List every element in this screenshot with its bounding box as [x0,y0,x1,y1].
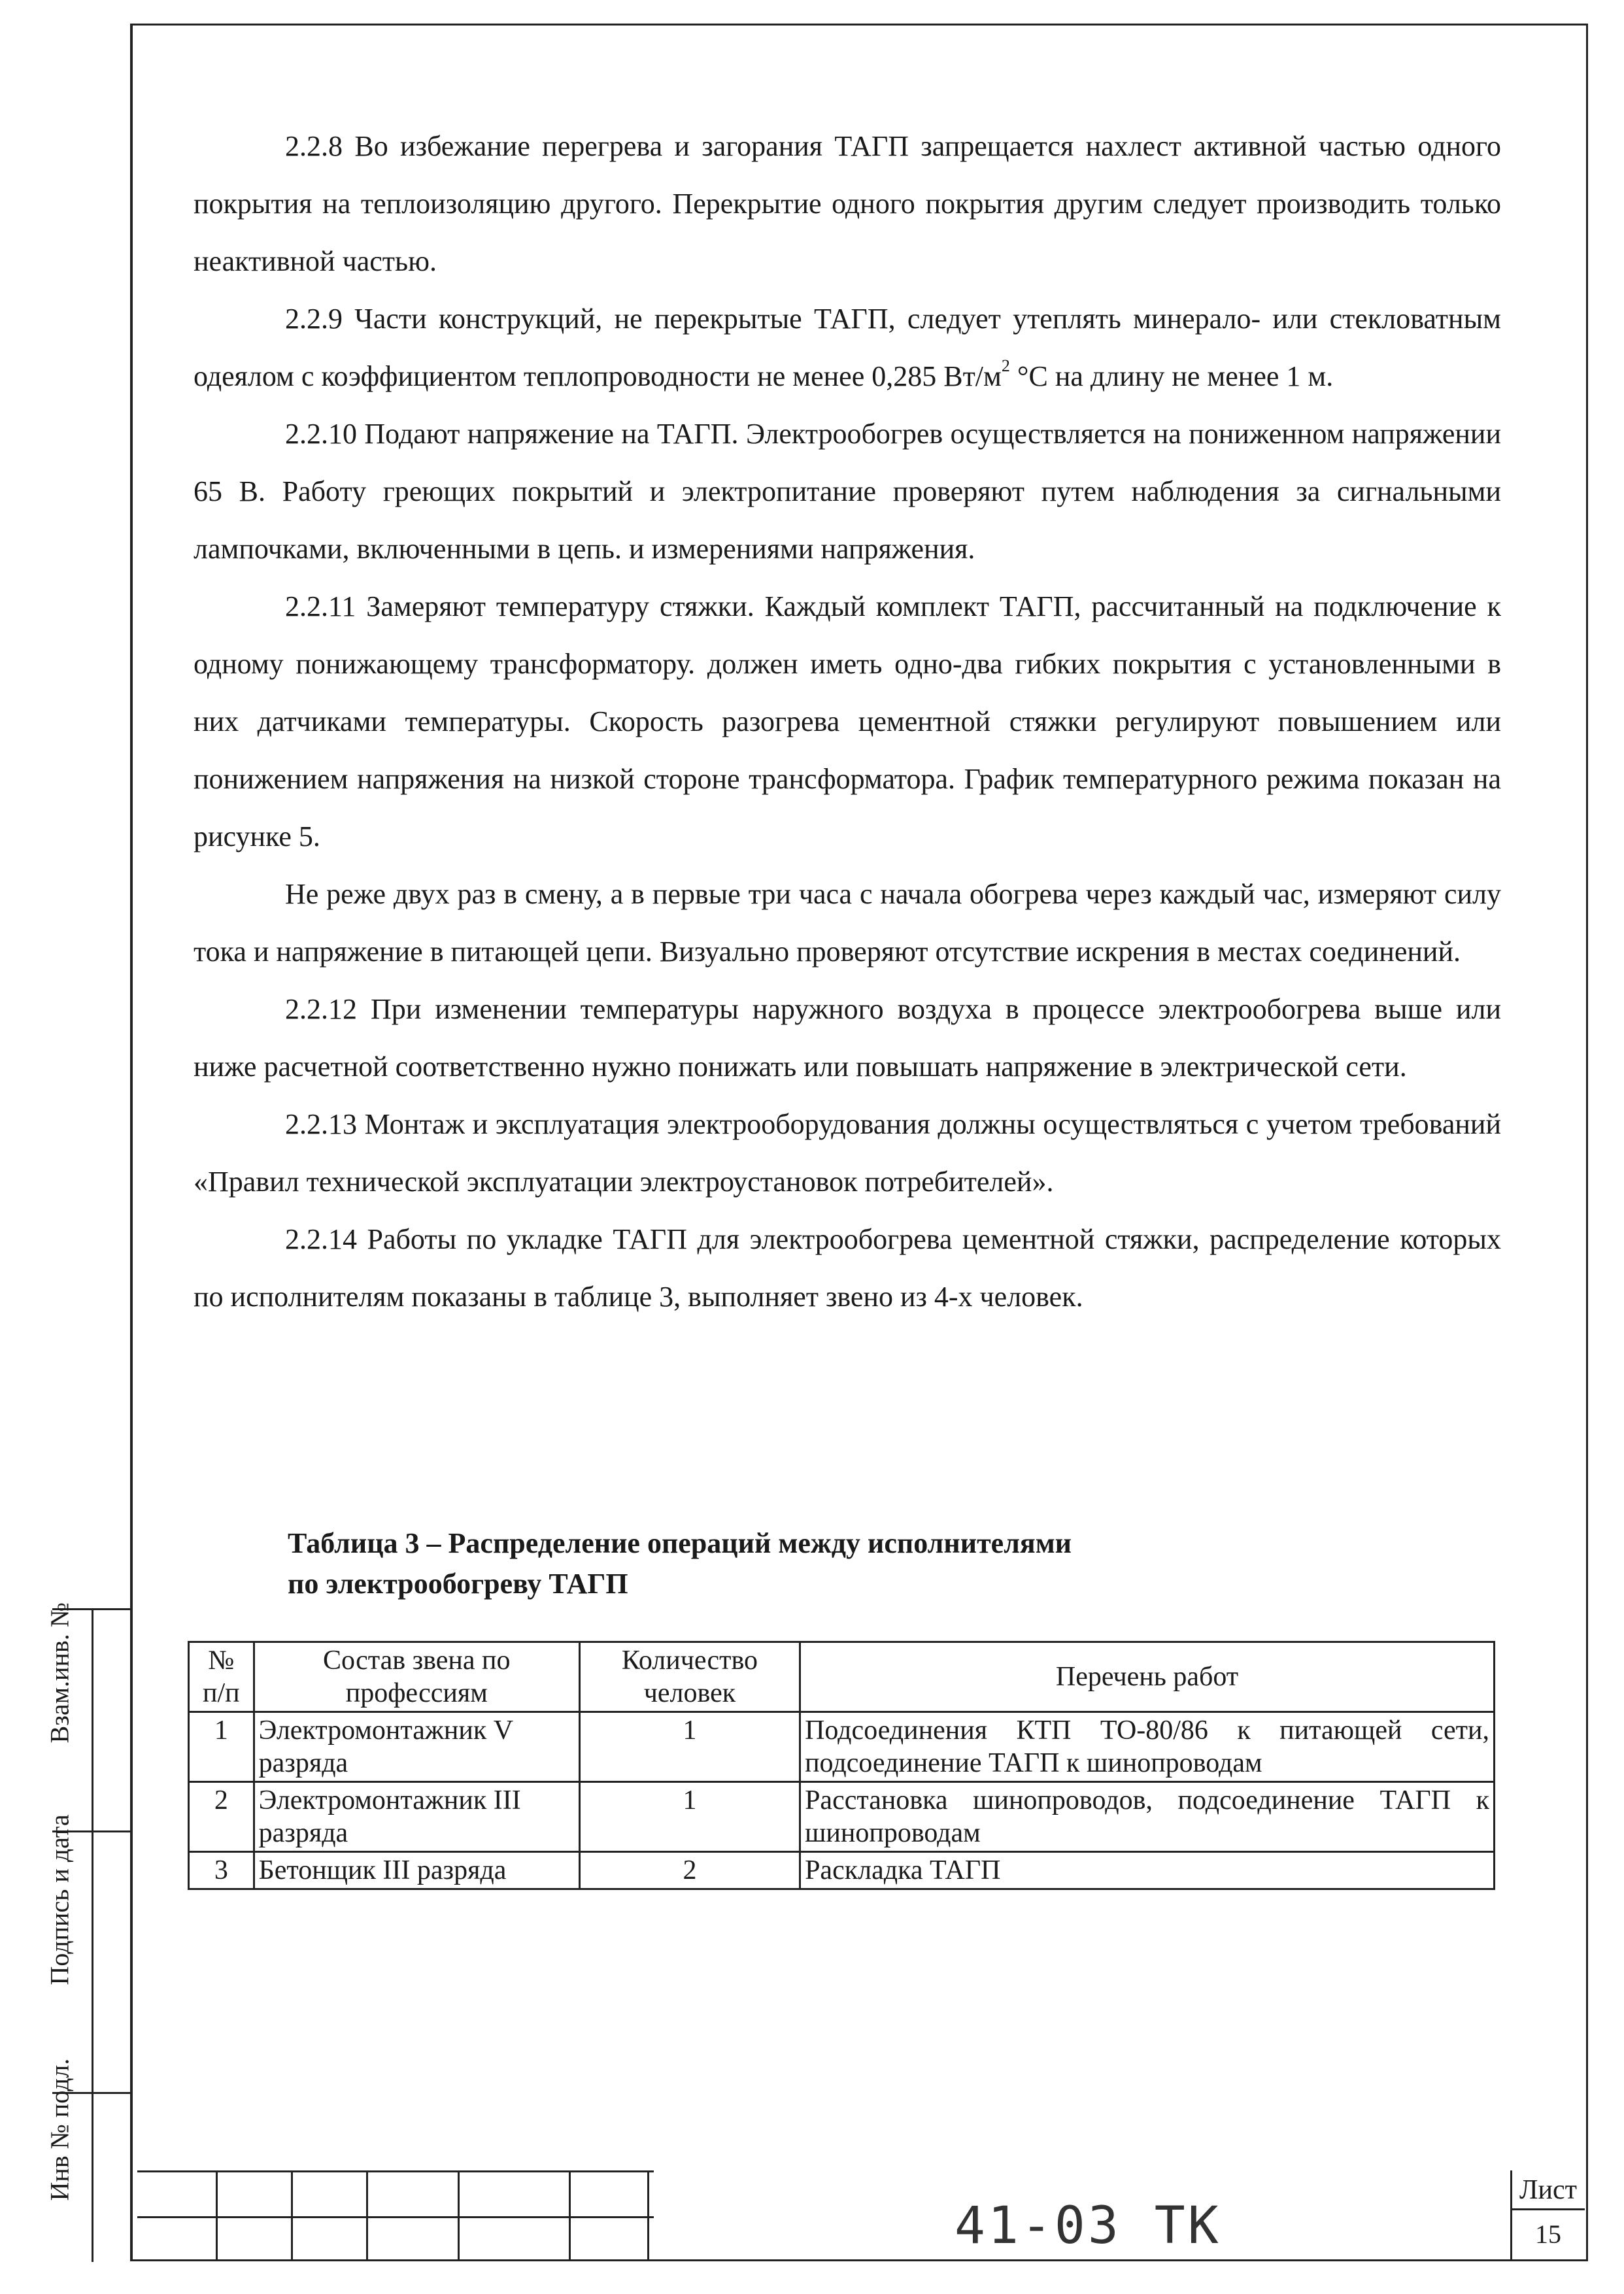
side-stamp-column [92,1608,134,2262]
table-caption [288,1523,1334,1604]
table-caption-line: по электрообогреву ТАГП [288,1568,628,1600]
table-cell: Расстановка шинопроводов, подсоединение ТАГП к шинопроводам [800,1782,1495,1852]
stamp-grid-line [291,2170,293,2259]
paragraph-2-2-14 [194,1211,1501,1326]
table-row [189,1712,1495,1782]
paragraph-2-2-9 [194,290,1501,405]
paragraph-2-2-12 [194,981,1501,1096]
paragraph-text: 2.2.12 При изменении температуры наружного воздуха в процессе электрообогрева выше или ниже расчетной соответственно нужно понижать или повышать напряжение в электрической сети. [194,993,1501,1083]
stamp-grid-line [458,2170,460,2259]
stamp-grid-line [366,2170,368,2259]
table-cell: Раскладка ТАГП [800,1852,1495,1889]
side-label-replace-inv: Взам.инв. № [44,1602,75,1744]
table-cell: 2 [579,1852,800,1889]
superscript: 2 [1001,356,1010,376]
paragraph-2-2-10 [194,405,1501,578]
stamp-grid-line [569,2170,571,2259]
paragraph-2-2-8 [194,118,1501,290]
paragraph-text: Не реже двух раз в смену, а в первые три часа с начала обогрева через каждый час, измеряют силу тока и напряжение в питающей цепи. Визуально проверяют отсутствие искрения в местах соединений. [194,878,1501,968]
document-code: 41-03 ТК [955,2197,1221,2255]
paragraph-text: 2.2.8 Во избежание перегрева и загорания ТАГП запрещается нахлест активной частью одного покрытия на теплоизоляцию другого. Перекрытие одного покрытия другим следует производить только неактивной частью. [194,130,1501,277]
table-cell: Подсоединения КТП ТО-80/86 к питающей сети, подсоединение ТАГП к шинопроводам [800,1712,1495,1782]
frame-right-border [1586,24,1588,2259]
table-cell: Электромонтажник V разряда [254,1712,579,1782]
column-header: № п/п [189,1642,254,1712]
column-header: Перечень работ [800,1642,1495,1712]
frame-top-border [130,24,1588,25]
table-cell: 1 [579,1782,800,1852]
column-header: Количество человек [579,1642,800,1712]
stamp-grid-line [647,2170,649,2259]
table-row [189,1782,1495,1852]
stamp-grid-line [216,2170,218,2259]
column-header: Состав звена по профессиям [254,1642,579,1712]
table-cell: Бетонщик III разряда [254,1852,579,1889]
table-header-row [189,1642,1495,1712]
stamp-grid-line [137,2170,654,2172]
paragraph-2-2-11 [194,578,1501,866]
table-cell: 3 [189,1852,254,1889]
table-cell: 2 [189,1782,254,1852]
table-cell: 1 [189,1712,254,1782]
paragraph-text-tail: °С на длину не менее 1 м. [1009,360,1334,392]
side-label-inv-original: Инв № подл. [44,2058,75,2201]
paragraph-text: 2.2.10 Подают напряжение на ТАГП. Электрообогрев осуществляется на пониженном напряжении 65 В. Работу греющих покрытий и электропитание проверяют путем наблюдения за сигнальными лампочками, включенными в цепь. и измерениями напряжения. [194,418,1501,565]
operations-table [188,1641,1495,1890]
frame-bottom-border [130,2259,1588,2261]
paragraph-text: 2.2.9 Части конструкций, не перекрытые ТАГП, следует утеплять минерало- или стекловатным одеялом с коэффициентом теплопроводности не менее 0,285 Вт/м [194,303,1501,392]
table-cell: 1 [579,1712,800,1782]
paragraph-text: 2.2.11 Замеряют температуру стяжки. Каждый комплект ТАГП, рассчитанный на подключение к одному понижающему трансформатору. должен иметь одно-два гибких покрытия с установленными в них датчиками температуры. Скорость разогрева цементной стяжки регулируют повышением или понижением напряжения на низкой стороне трансформатора. График температурного режима показан на рисунке 5. [194,590,1501,852]
paragraph-measurement [194,866,1501,981]
table-cell: Электромонтажник III разряда [254,1782,579,1852]
body-text [194,118,1501,1326]
table-caption-line: Таблица 3 – Распределение операций между исполнителями [288,1527,1072,1559]
stamp-grid-line [137,2216,654,2218]
sheet-label: Лист [1512,2172,1585,2210]
side-label-signature-date: Подпись и дата [44,1814,75,1985]
table-row [189,1852,1495,1889]
paragraph-text: 2.2.13 Монтаж и эксплуатация электрооборудования должны осуществляться с учетом требований «Правил технической эксплуатации электроустановок потребителей». [194,1108,1501,1198]
sheet-number: 15 [1535,2219,1561,2249]
paragraph-text: 2.2.14 Работы по укладке ТАГП для электрообогрева цементной стяжки, распределение которых по исполнителям показаны в таблице 3, выполняет звено из 4-х человек. [194,1223,1501,1313]
paragraph-2-2-13 [194,1096,1501,1211]
